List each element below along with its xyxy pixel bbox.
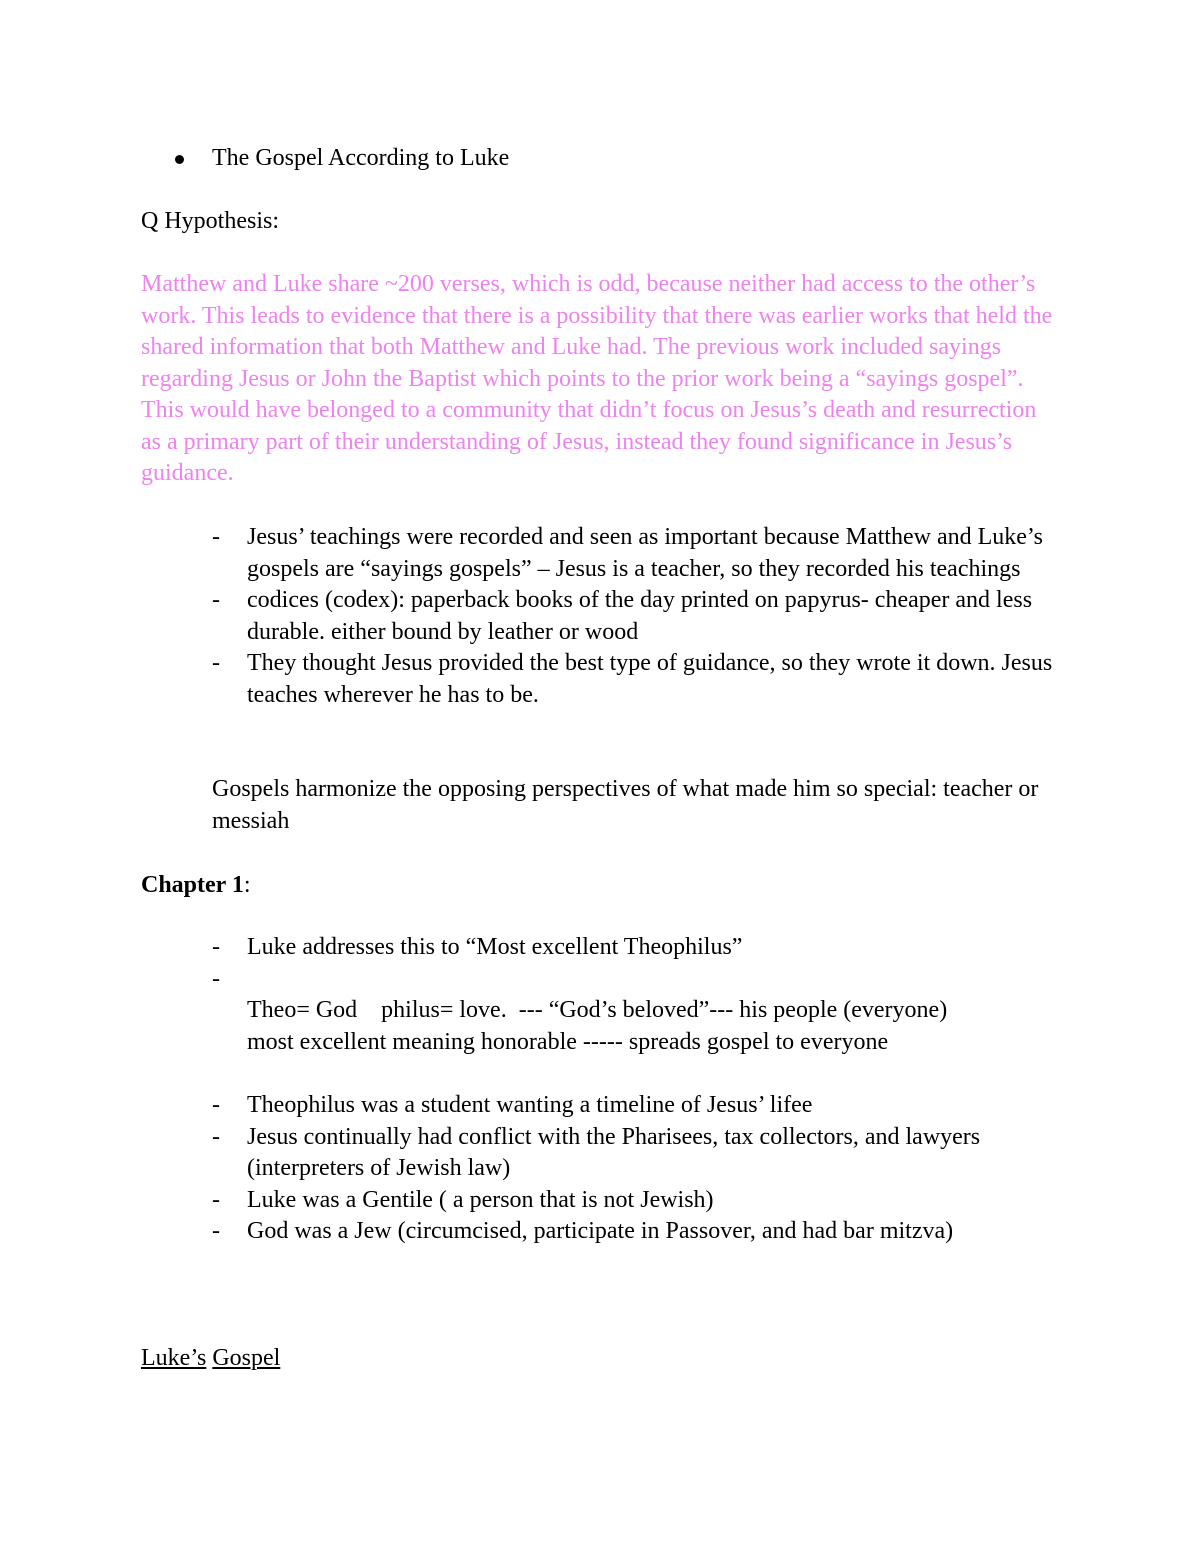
list-item: - Luke addresses this to “Most excellent Theophilus” (212, 932, 1060, 964)
list-item: - God was a Jew (circumcised, participate in Passover, and had bar mitzva) (212, 1216, 1060, 1248)
heading-word: Luke’s (141, 1345, 207, 1371)
dash-marker: - (212, 934, 220, 960)
chapter-heading: Chapter 1 (141, 872, 244, 898)
lukes-gospel-heading (141, 1343, 1060, 1375)
teachings-list (212, 522, 1060, 711)
dash-marker: - (212, 1123, 220, 1150)
q-hypothesis-heading: Q Hypothesis: (141, 208, 279, 234)
dash-marker: - (212, 965, 220, 992)
list-item: - Jesus’ teachings were recorded and seen as important because Matthew and Luke’s gospels are “sayings gospels” – Jesus is a teacher, so they recorded his teachings (212, 524, 1043, 582)
chapter-heading-line (141, 870, 1060, 902)
dash-marker: - (212, 1186, 220, 1213)
list-item: - They thought Jesus provided the best type of guidance, so they wrote it down. Jesus teaches wherever he has to be. (212, 650, 1053, 708)
excellent-meaning-line: most excellent meaning honorable ----- spreads gospel to everyone (247, 1029, 889, 1055)
dash-marker: - (212, 587, 220, 613)
list-item: - Luke was a Gentile ( a person that is not Jewish) (212, 1185, 1060, 1217)
dash-marker: - (212, 524, 220, 550)
chapter-colon: : (243, 872, 251, 898)
context-list (212, 1090, 1060, 1248)
heading-word: Gospel (212, 1345, 281, 1371)
list-item (212, 964, 1060, 996)
list-item: - codices (codex): paperback books of the day printed on papyrus- cheaper and less durable. either bound by leather or wood (212, 587, 1033, 645)
dash-marker: - (212, 1092, 220, 1118)
dash-marker: - (212, 650, 220, 676)
theophilus-meaning-line: Theo= God philus= love. --- “God’s beloved”--- his people (everyone) (247, 997, 948, 1023)
list-item: - Theophilus was a student wanting a timeline of Jesus’ lifee (212, 1090, 1060, 1122)
dash-marker: - (212, 1218, 220, 1244)
bullet-dot-icon (175, 155, 184, 164)
q-hypothesis-paragraph: Matthew and Luke share ~200 verses, which is odd, because neither had access to the other’s work. This leads to evidence that there is a possibility that there was earlier works that held the shared information that both Matthew and Luke had. The previous work included sayings regarding Jesus or John the Baptist which points to the prior work being a “sayings gospel”. This would have belonged to a community that didn’t focus on Jesus’s death and resurrection as a primary part of their understanding of Jesus, instead they found significance in Jesus’s guidance. (141, 271, 1053, 486)
list-item: - Jesus continually had conflict with the Pharisees, tax collectors, and lawyers (interpreters of Jewish law) (212, 1123, 981, 1181)
bullet-title: The Gospel According to Luke (212, 145, 510, 171)
chapter-list (212, 932, 1060, 995)
gospels-paragraph: Gospels harmonize the opposing perspectives of what made him so special: teacher or messiah (212, 776, 1039, 834)
